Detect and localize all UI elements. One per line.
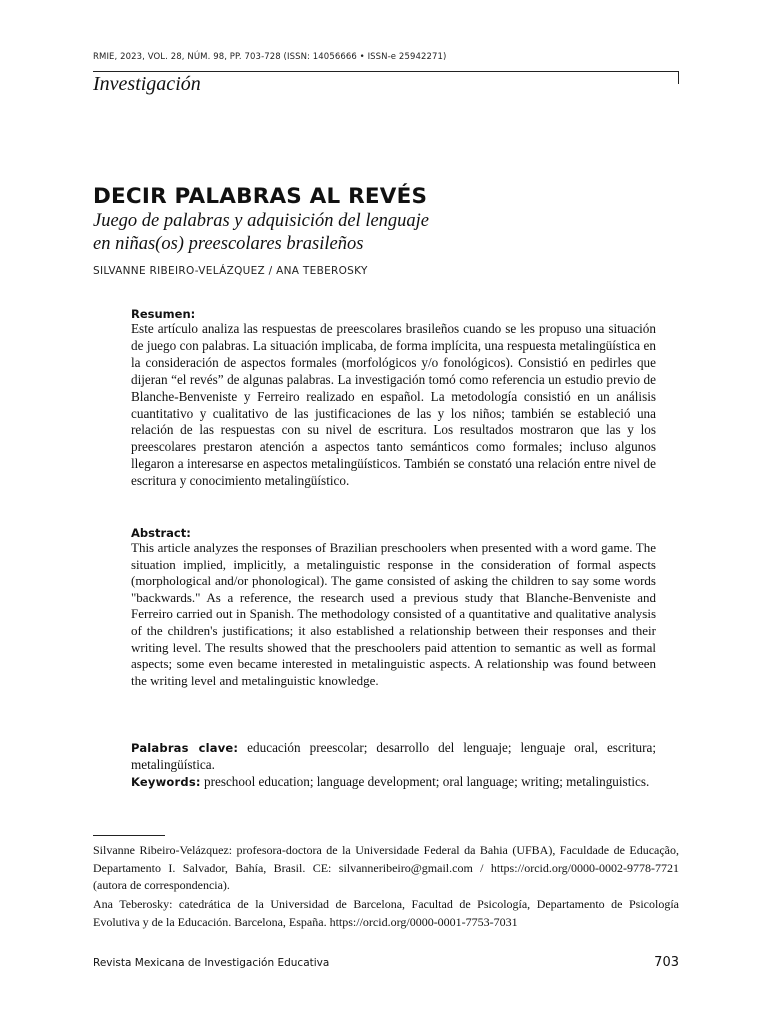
keywords-es-label: Palabras clave: <box>131 741 239 755</box>
section-rule-tick <box>678 71 679 84</box>
footnote-author-2: Ana Teberosky: catedrática de la Universidad de Barcelona, Facultad de Psicología, Departamento de Psicología Evolutiva y de la Educación. Barcelona, España. https://orcid.org/0000-0001-7753-7031 <box>93 897 679 929</box>
article-title: DECIR PALABRAS AL REVÉS <box>93 184 428 209</box>
keywords-es-text: educación preescolar; desarrollo del lenguaje; lenguaje oral, escritura; metalingüística. <box>131 740 656 772</box>
subtitle-line-1: Juego de palabras y adquisición del lenguaje <box>93 211 430 231</box>
keywords-section <box>131 740 656 791</box>
abstract-heading: Abstract: <box>131 526 191 540</box>
section-rule <box>93 71 679 72</box>
keywords-en-label: Keywords: <box>131 774 201 789</box>
footer-journal-name: Revista Mexicana de Investigación Educativa <box>93 957 330 969</box>
abstract-text: This article analyzes the responses of Brazilian preschoolers when presented with a word game. The situation implied, implicitly, a metalinguistic response in the consideration of formal aspects (morphological and/or phonological). The game consisted of asking the children to say some words "backwards." As a reference, the research used a previous study that Blanche-Benveniste and Ferreiro carried out in Spanish. The methodology consisted of a quantitative and qualitative analysis of the children's justifications; it also established a relationship between their responses and their writing level. The results showed that the preschoolers paid attention to semantic as well as formal aspects; some even became interested in metalinguistic aspects. A relationship was found between the writing level and metalinguistic knowledge. <box>131 540 656 688</box>
resumen-text: Este artículo analiza las respuestas de preescolares brasileños cuando se les propuso una situación de juego con palabras. La situación implicaba, de forma implícita, una respuesta metalingüística en la consideración de aspectos formales (morfológicos y/o fonológicos). Consistió en pedirles que dijeran “el revés” de algunas palabras. La investigación tomó como referencia un estudio previo de Blanche-Benveniste y Ferreiro realizado en español. La metodología consistió en un análisis cuantitativo y cualitativo de las justificaciones de las y los niños; también se estableció una relación de las respuestas con su nivel de escritura. Los resultados mostraron que las y los preescolares prestaron atención a aspectos tanto semánticos como formales; incluso algunos llegaron a interesarse en aspectos metalingüísticos. También se constató una relación entre nivel de escritura y conocimiento metalingüístico. <box>131 321 656 489</box>
keywords-en-text: preschool education; language development; oral language; writing; metalinguistics. <box>203 773 650 789</box>
resumen-section <box>131 307 656 490</box>
resumen-heading: Resumen: <box>131 307 196 321</box>
keywords-es <box>131 740 656 774</box>
subtitle-line-2: en niñas(os) preescolares brasileños <box>93 234 364 254</box>
article-authors: SILVANNE RIBEIRO-VELÁZQUEZ / ANA TEBEROSKY <box>93 265 368 277</box>
footnote-author-1: Silvanne Ribeiro-Velázquez: profesora-doctora de la Universidade Federal da Bahia (UFBA), Faculdade de Educação, Departamento I. Salvador, Bahía, Brasil. CE: silvanneribeiro@gmail.com / https://orcid.org/0000-0002-9778-7721 (autora de correspondencia). <box>93 843 679 892</box>
page-number: 703 <box>654 955 679 970</box>
section-label: Investigación <box>93 73 201 95</box>
keywords-en <box>131 774 656 791</box>
running-head: RMIE, 2023, VOL. 28, NÚM. 98, PP. 703-728 (ISSN: 14056666 • ISSN-e 25942271) <box>93 52 447 62</box>
footnote-rule <box>93 835 165 836</box>
article-subtitle <box>93 210 653 256</box>
abstract-section <box>131 526 656 689</box>
